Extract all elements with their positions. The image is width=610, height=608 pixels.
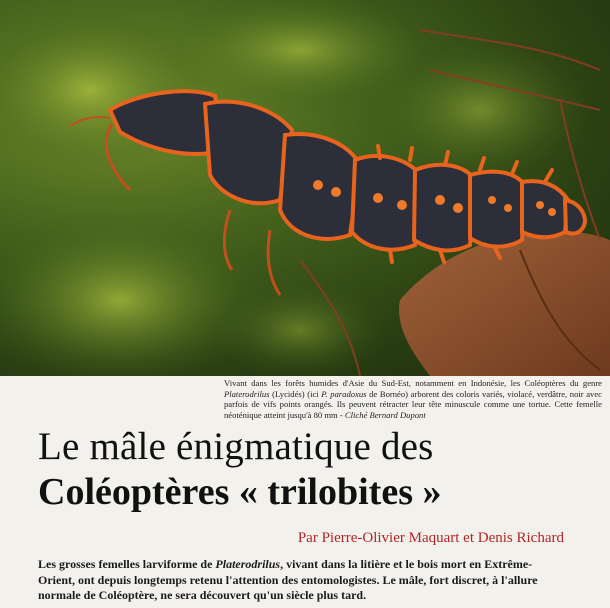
caption-species: P. paradoxus: [321, 388, 367, 399]
lead-genus: Platerodrilus: [215, 557, 281, 571]
caption-text: Vivant dans les forêts humides d'Asie du Sud-Est, notamment en Indonésie, les Coléoptères du genre: [224, 378, 602, 388]
article-title-line-1: Le mâle énigmatique des: [38, 425, 434, 468]
article-lead: [38, 557, 566, 604]
caption-genus: Platerodrilus: [224, 388, 270, 399]
lead-text: Les grosses femelles larviforme de: [38, 557, 216, 571]
article-title-line-2: Coléoptères « trilobites »: [38, 471, 442, 513]
article-byline: Par Pierre-Olivier Maquart et Denis Richard: [297, 530, 564, 546]
photo-credit: Cliché Bernard Dupont: [344, 409, 426, 420]
caption-text: de Bornéo) arborent des coloris variés, violacé, verdâtre, noir avec parfois de vifs points orangés. Ils peuvent rétracter leur tête minuscule comme une tortue. Cette femelle néoténique atteint jusqu'à 80 mm -: [224, 388, 602, 420]
caption-text: (Lycidés) (ici: [269, 388, 322, 399]
photo-caption: [224, 378, 602, 420]
lead-text: , vivant dans la litière et le bois mort en Extrême-Orient, ont depuis longtemps retenu l'attention des entomologistes. Le mâle, fort discret, à l'allure normale de Coléoptère, ne sera découvert qu'un siècle plus tard.: [38, 557, 538, 602]
